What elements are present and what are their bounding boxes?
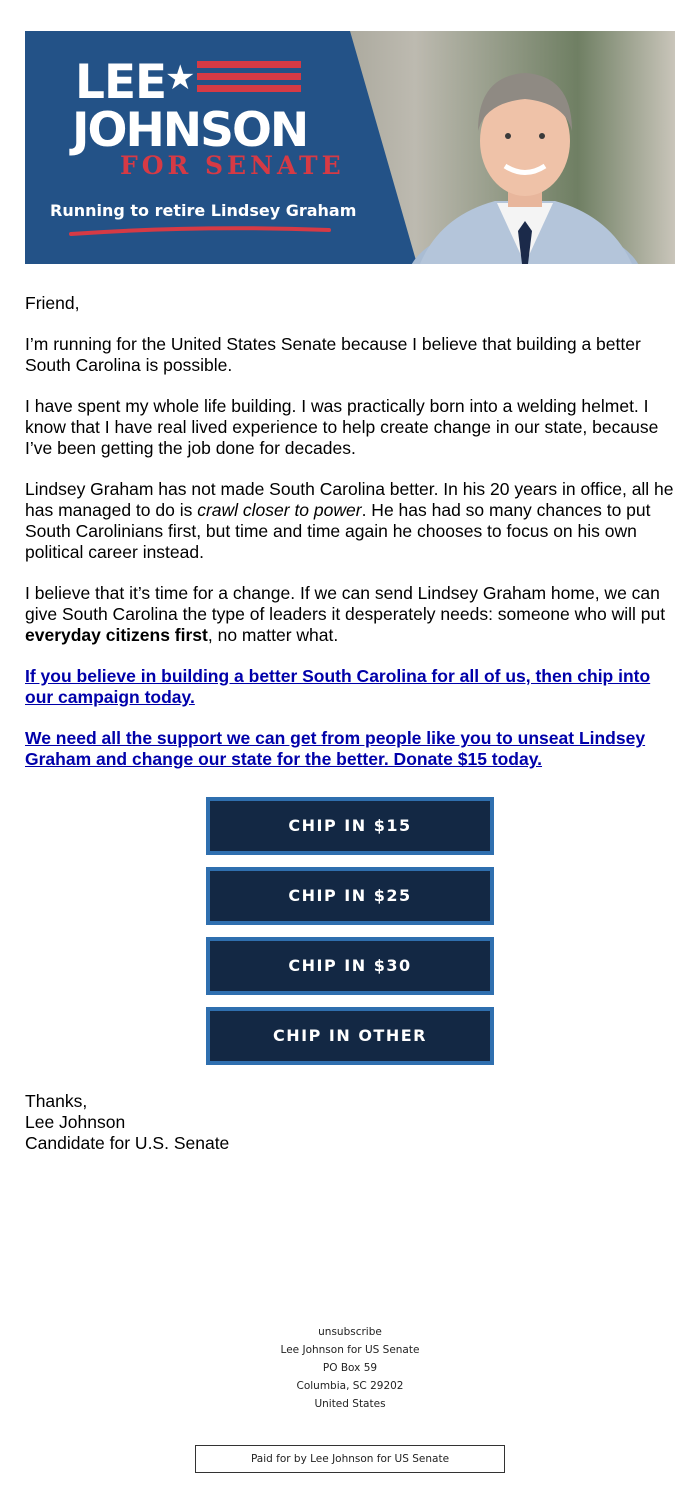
footer-org: Lee Johnson for US Senate — [280, 1344, 420, 1356]
donate-link-paragraph-1 — [25, 666, 675, 708]
footer-country: United States — [314, 1398, 386, 1410]
chip-in-25-button[interactable]: CHIP IN $25 — [206, 867, 494, 925]
flag-stripes-icon — [197, 61, 301, 103]
donate-link-2[interactable]: We need all the support we can get from people like you to unseat Lindsey Graham and change our state for the better. Donate $15 today. — [25, 728, 646, 769]
paragraph-3-emphasis: crawl closer to power — [197, 500, 362, 520]
candidate-portrait — [400, 31, 675, 264]
chip-in-15-button[interactable]: CHIP IN $15 — [206, 797, 494, 855]
banner-tagline: Running to retire Lindsey Graham — [50, 201, 357, 220]
footer-address-1: PO Box 59 — [322, 1362, 378, 1374]
signoff-thanks: Thanks, — [25, 1091, 88, 1111]
tagline-swoosh — [69, 225, 331, 237]
paragraph-4 — [25, 583, 675, 646]
logo-for-senate-text: FOR SENATE — [120, 151, 345, 180]
letter-body — [25, 293, 675, 790]
greeting: Friend, — [25, 293, 80, 313]
header-banner — [25, 31, 675, 264]
paragraph-3 — [25, 479, 675, 563]
chip-in-30-button[interactable]: CHIP IN $30 — [206, 937, 494, 995]
paid-for-disclaimer: Paid for by Lee Johnson for US Senate — [195, 1445, 505, 1473]
signoff-name: Lee Johnson — [25, 1112, 126, 1132]
unsubscribe-link[interactable]: unsubscribe — [318, 1326, 382, 1338]
footer-address-2: Columbia, SC 29202 — [296, 1380, 404, 1392]
paragraph-3-text-b: . He has had so many chances to put South Carolinians first, but time and time again he chooses to focus on his own political career instead. — [25, 500, 651, 562]
paragraph-3-text-a: Lindsey Graham has not made South Carolina better. In his 20 years in office, all he has managed to do is — [25, 479, 674, 520]
star-icon: ★ — [165, 59, 196, 97]
paragraph-4-strong: everyday citizens first — [25, 625, 208, 645]
logo-johnson-text: JOHNSON — [72, 103, 308, 158]
signoff — [25, 1091, 229, 1154]
paragraph-4-text-b: , no matter what. — [207, 625, 339, 645]
paragraph-2: I have spent my whole life building. I was practically born into a welding helmet. I know that I have real lived experience to help create change in our state, because I’ve been getting the job done for decades. — [25, 396, 659, 458]
logo-lee-text: LEE — [75, 55, 167, 110]
chip-in-other-button[interactable]: CHIP IN OTHER — [206, 1007, 494, 1065]
signoff-title: Candidate for U.S. Senate — [25, 1133, 230, 1153]
paragraph-4-text-a: I believe that it’s time for a change. If we can send Lindsey Graham home, we can give South Carolina the type of leaders it desperately needs: someone who will put — [25, 583, 666, 624]
paragraph-1: I’m running for the United States Senate because I believe that building a better South Carolina is possible. — [25, 334, 641, 375]
donate-link-1[interactable]: If you believe in building a better South Carolina for all of us, then chip into our campaign today. — [25, 666, 651, 707]
footer — [0, 1323, 700, 1413]
donate-link-paragraph-2 — [25, 728, 675, 770]
